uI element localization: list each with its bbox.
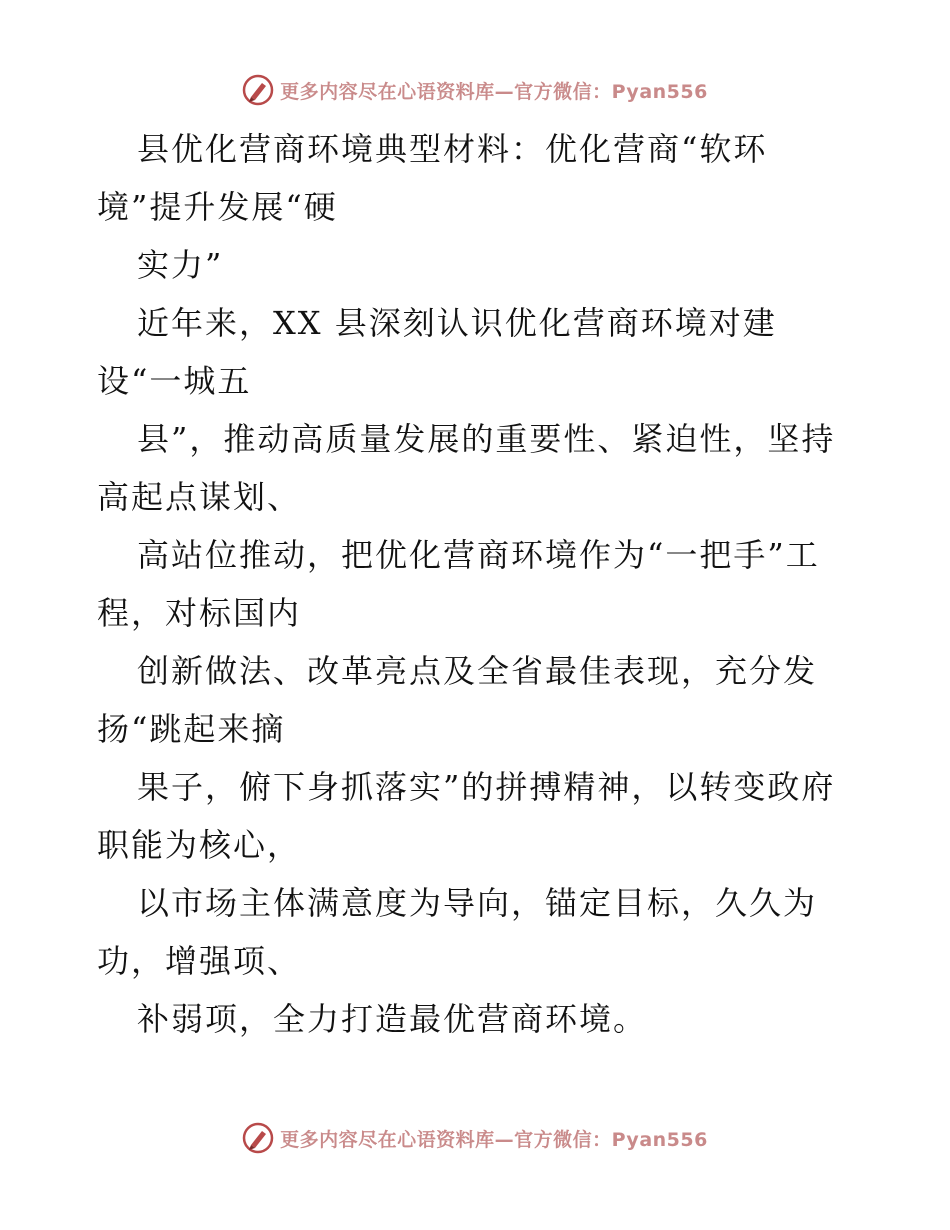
paragraph-line: 高起点谋划、 [97,478,302,516]
paragraph-line: 补弱项，全力打造最优营商环境。 [137,1000,648,1038]
pen-logo-icon [242,74,274,106]
paragraph-line: 职能为核心， [97,826,302,864]
title-line-1: 县优化营商环境典型材料：优化营商“软环 [137,130,768,168]
header-brand-text: 更多内容尽在心语资料库—官方微信：Pyan556 [280,80,708,103]
paragraph-line: 以市场主体满意度为导向，锚定目标，久久为 [137,884,818,922]
paragraph-line: 高站位推动，把优化营商环境作为“一把手”工 [137,536,820,574]
title-line-2: 境”提升发展“硬 [97,188,338,226]
footer-brand [242,1122,708,1154]
document-body [97,120,867,1048]
pen-logo-icon [242,1122,274,1154]
paragraph-line: 程，对标国内 [97,594,302,632]
header-brand [242,74,708,106]
paragraph-line: 果子，俯下身抓落实”的拼搏精神，以转变政府 [137,768,836,806]
footer-banner [0,1118,950,1158]
footer-brand-text: 更多内容尽在心语资料库—官方微信：Pyan556 [280,1128,708,1151]
title-line-3: 实力” [137,246,224,284]
paragraph-line: 近年来，XX 县深刻认识优化营商环境对建 [137,304,777,342]
header-banner [0,70,950,110]
paragraph-line: 创新做法、改革亮点及全省最佳表现，充分发 [137,652,818,690]
paragraph-line: 设“一城五 [97,362,252,400]
paragraph-line: 扬“跳起来摘 [97,710,286,748]
paragraph-line: 县”，推动高质量发展的重要性、紧迫性，坚持 [137,420,836,458]
paragraph-line: 功，增强项、 [97,942,302,980]
